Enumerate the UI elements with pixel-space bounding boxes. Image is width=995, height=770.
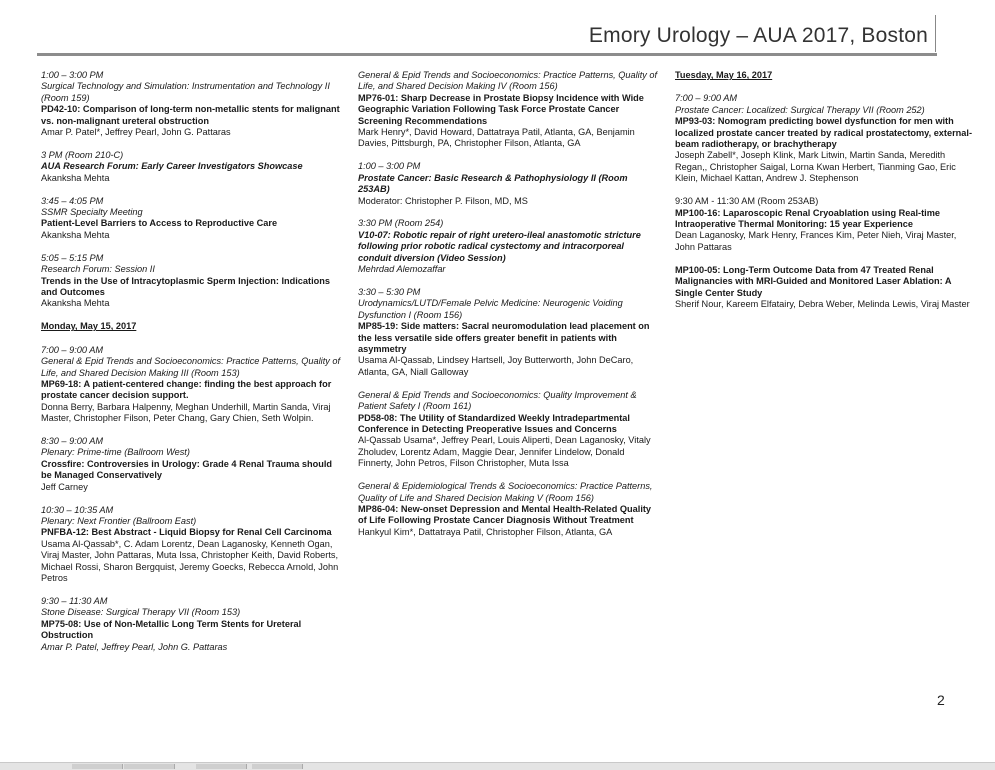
column-1 <box>41 70 341 664</box>
scrollbar-segment[interactable] <box>124 764 175 769</box>
session-entry <box>358 287 658 378</box>
session-time: 1:00 – 3:00 PM <box>41 70 104 80</box>
scrollbar-segment[interactable] <box>72 764 123 769</box>
paper-authors: Donna Berry, Barbara Halpenny, Meghan Underhill, Martin Sanda, Viraj Master, Christopher Filson, Peter Chang, Gary Chien, Seth Wolpin. <box>41 401 331 424</box>
session-time: 5:05 – 5:15 PM <box>41 252 104 263</box>
session-entry <box>358 70 658 150</box>
session-heading: Prostate Cancer: Basic Research & Pathophysiology II (Room 253AB) <box>358 172 628 195</box>
paper-title: MP75-08: Use of Non-Metallic Long Term Stents for Ureteral Obstruction <box>41 618 302 641</box>
paper-title: MP100-05: Long-Term Outcome Data from 47 Treated Renal Malignancies with MRI-Guided and Monitored Laser Ablation: A Single Center Study <box>675 264 952 298</box>
paper-title: PD58-08: The Utility of Standardized Weekly Intradepartmental Conference in Detecting Preoperative Issues and Concerns <box>358 412 630 434</box>
paper-title: MP93-03: Nomogram predicting bowel dysfunction for men with localized prostate cancer treated by radical prostatectomy, external-beam radiotherapy, or brachytherapy <box>675 116 973 150</box>
page-header-title: Emory Urology – AUA 2017, Boston <box>588 24 928 47</box>
session-entry <box>41 345 341 425</box>
session-name: Plenary: Next Frontier (Ballroom East) <box>41 516 197 526</box>
session-entry <box>675 196 975 253</box>
session-time: 9:30 AM - 11:30 AM (Room 253AB) <box>675 196 819 207</box>
paper-authors: Hankyul Kim*, Dattatraya Patil, Christopher Filson, Atlanta, GA <box>358 526 613 537</box>
session-time: 10:30 – 10:35 AM <box>41 504 114 515</box>
paper-authors: Sherif Nour, Kareem Elfatairy, Debra Weber, Melinda Lewis, Viraj Master <box>675 298 970 309</box>
paper-authors: Akanksha Mehta <box>41 298 110 309</box>
session-entry <box>358 481 658 538</box>
day-heading: Monday, May 15, 2017 <box>41 321 137 332</box>
scrollbar-segment[interactable] <box>196 764 247 769</box>
paper-authors: Jeff Carney <box>41 481 88 492</box>
session-name: Surgical Technology and Simulation: Instrumentation and Technology II (Room 159) <box>41 81 330 103</box>
paper-title: MP86-04: New-onset Depression and Mental Health-Related Quality of Life Following Prostate Cancer Diagnosis Without Treatment <box>358 503 652 526</box>
moderator: Moderator: Christopher P. Filson, MD, MS <box>358 195 528 206</box>
header-divider-vertical <box>935 15 936 52</box>
paper-authors: Mehrdad Alemozaffar <box>358 264 446 275</box>
session-name: General & Epidemiological Trends & Socioeconomics: Practice Patterns, Quality of Life and Shared Decision Making V (Room 156) <box>358 481 653 503</box>
session-name: Urodynamics/LUTD/Female Pelvic Medicine: Neurogenic Voiding Dysfunction I (Room 156) <box>358 298 623 320</box>
paper-authors: Usama Al-Qassab*, C. Adam Lorentz, Dean Laganosky, Kenneth Ogan, Viraj Master, John Pattaras, Muta Issa, Christopher Keith, David Roberts, Michael Rossi, Sharon Bergquist, Jeremy Goecks, Rebecca Arnold, John Petros <box>41 538 339 584</box>
session-name: Research Forum: Session II <box>41 264 155 275</box>
paper-title: MP100-16: Laparoscopic Renal Cryoablation using Real-time Intraoperative Thermal Monitoring: 15 year Experience <box>675 207 940 229</box>
session-entry <box>675 265 975 311</box>
paper-title: MP85-19: Side matters: Sacral neuromodulation lead placement on the less versatile side offers greater benefit in patients with asymmetry <box>358 321 650 355</box>
session-entry <box>41 196 341 242</box>
session-name: SSMR Specialty Meeting <box>41 207 143 218</box>
column-2 <box>358 70 658 550</box>
paper-title: MP69-18: A patient-centered change: finding the best approach for prostate cancer decision support. <box>41 378 332 401</box>
paper-authors: Joseph Zabell*, Joseph Klink, Mark Litwin, Martin Sanda, Meredith Regan,, Christopher Saigal, Lorna Kwan Herbert, Tianming Gao, Eric Klein, Michael Kattan, Andrew J. Stephenson <box>675 150 956 184</box>
scrollbar-segment[interactable] <box>252 764 303 769</box>
paper-authors: Usama Al-Qassab, Lindsey Hartsell, Joy Butterworth, John DeCaro, Atlanta, GA, Niall Galloway <box>358 355 634 377</box>
paper-authors: Amar P. Patel, Jeffrey Pearl, John G. Pattaras <box>41 641 228 652</box>
session-time: 3 PM (Room 210-C) <box>41 149 124 160</box>
paper-authors: Akanksha Mehta <box>41 172 110 183</box>
paper-authors: Dean Laganosky, Mark Henry, Frances Kim, Peter Nieh, Viraj Master, John Pattaras <box>675 230 957 252</box>
session-entry <box>41 596 341 653</box>
session-time: 3:30 – 5:30 PM <box>358 287 421 297</box>
session-entry <box>41 253 341 310</box>
session-name: General & Epid Trends and Socioeconomics: Quality Improvement & Patient Safety I (Room 161) <box>358 389 637 412</box>
session-entry <box>358 390 658 470</box>
page-number: 2 <box>937 692 945 708</box>
session-time: 9:30 – 11:30 AM <box>41 595 108 606</box>
day-heading: Tuesday, May 16, 2017 <box>675 70 773 80</box>
session-name: Plenary: Prime-time (Ballroom West) <box>41 447 190 458</box>
paper-title: Patient-Level Barriers to Access to Reproductive Care <box>41 218 278 229</box>
column-3 <box>675 70 975 322</box>
session-entry <box>358 218 658 275</box>
session-entry <box>41 150 341 184</box>
session-time: 3:45 – 4:05 PM <box>41 195 104 206</box>
session-heading: V10-07: Robotic repair of right uretero-ileal anastomotic stricture following prior robotic radical cystectomy and intracorporeal conduit diversion (Video Session) <box>358 229 641 263</box>
session-entry <box>41 70 341 138</box>
session-entry <box>41 436 341 493</box>
session-time: 7:00 – 9:00 AM <box>41 344 103 355</box>
paper-title: Trends in the Use of Intracytoplasmic Sperm Injection: Indications and Outcomes <box>41 275 330 297</box>
session-name: Prostate Cancer: Localized: Surgical Therapy VII (Room 252) <box>675 104 925 115</box>
paper-title: PNFBA-12: Best Abstract - Liquid Biopsy for Renal Cell Carcinoma <box>41 527 332 538</box>
session-heading: AUA Research Forum: Early Career Investigators Showcase <box>41 161 303 172</box>
paper-title: PD42-10: Comparison of long-term non-metallic stents for malignant vs. non-malignant ureteral obstruction <box>41 104 340 126</box>
session-name: Stone Disease: Surgical Therapy VII (Room 153) <box>41 607 241 618</box>
session-entry <box>358 161 658 207</box>
session-time: 1:00 – 3:00 PM <box>358 161 421 172</box>
paper-authors: Mark Henry*, David Howard, Dattatraya Patil, Atlanta, GA, Benjamin Davies, Pittsburgh, PA, Christopher Filson, Atlanta, GA <box>358 127 635 149</box>
paper-authors: Amar P. Patel*, Jeffrey Pearl, John G. Pattaras <box>41 127 231 138</box>
session-time: 3:30 PM (Room 254) <box>358 218 444 229</box>
header-divider-horizontal <box>37 53 937 56</box>
session-entry <box>41 505 341 585</box>
session-time: 8:30 – 9:00 AM <box>41 436 103 447</box>
paper-authors: Akanksha Mehta <box>41 229 110 240</box>
paper-title: Crossfire: Controversies in Urology: Grade 4 Renal Trauma should be Managed Conservatively <box>41 458 333 481</box>
paper-title: MP76-01: Sharp Decrease in Prostate Biopsy Incidence with Wide Geographic Variation Following Task Force Prostate Cancer Screening Recommendations <box>358 92 644 126</box>
session-name: General & Epid Trends and Socioeconomics: Practice Patterns, Quality of Life, and Shared Decision Making III (Room 153) <box>41 356 341 378</box>
session-entry <box>675 93 975 184</box>
paper-authors: Al-Qassab Usama*, Jeffrey Pearl, Louis Aliperti, Dean Laganosky, Vitaly Zholudev, Lorentz Adam, Maggie Dear, Jennifer Lindelow, Donald Finnerty, John Petros, Filson Christopher, Muta Issa <box>358 435 651 469</box>
session-name: General & Epid Trends and Socioeconomics: Practice Patterns, Quality of Life, and Shared Decision Making IV (Room 156) <box>358 70 658 92</box>
session-time: 7:00 – 9:00 AM <box>675 93 737 104</box>
